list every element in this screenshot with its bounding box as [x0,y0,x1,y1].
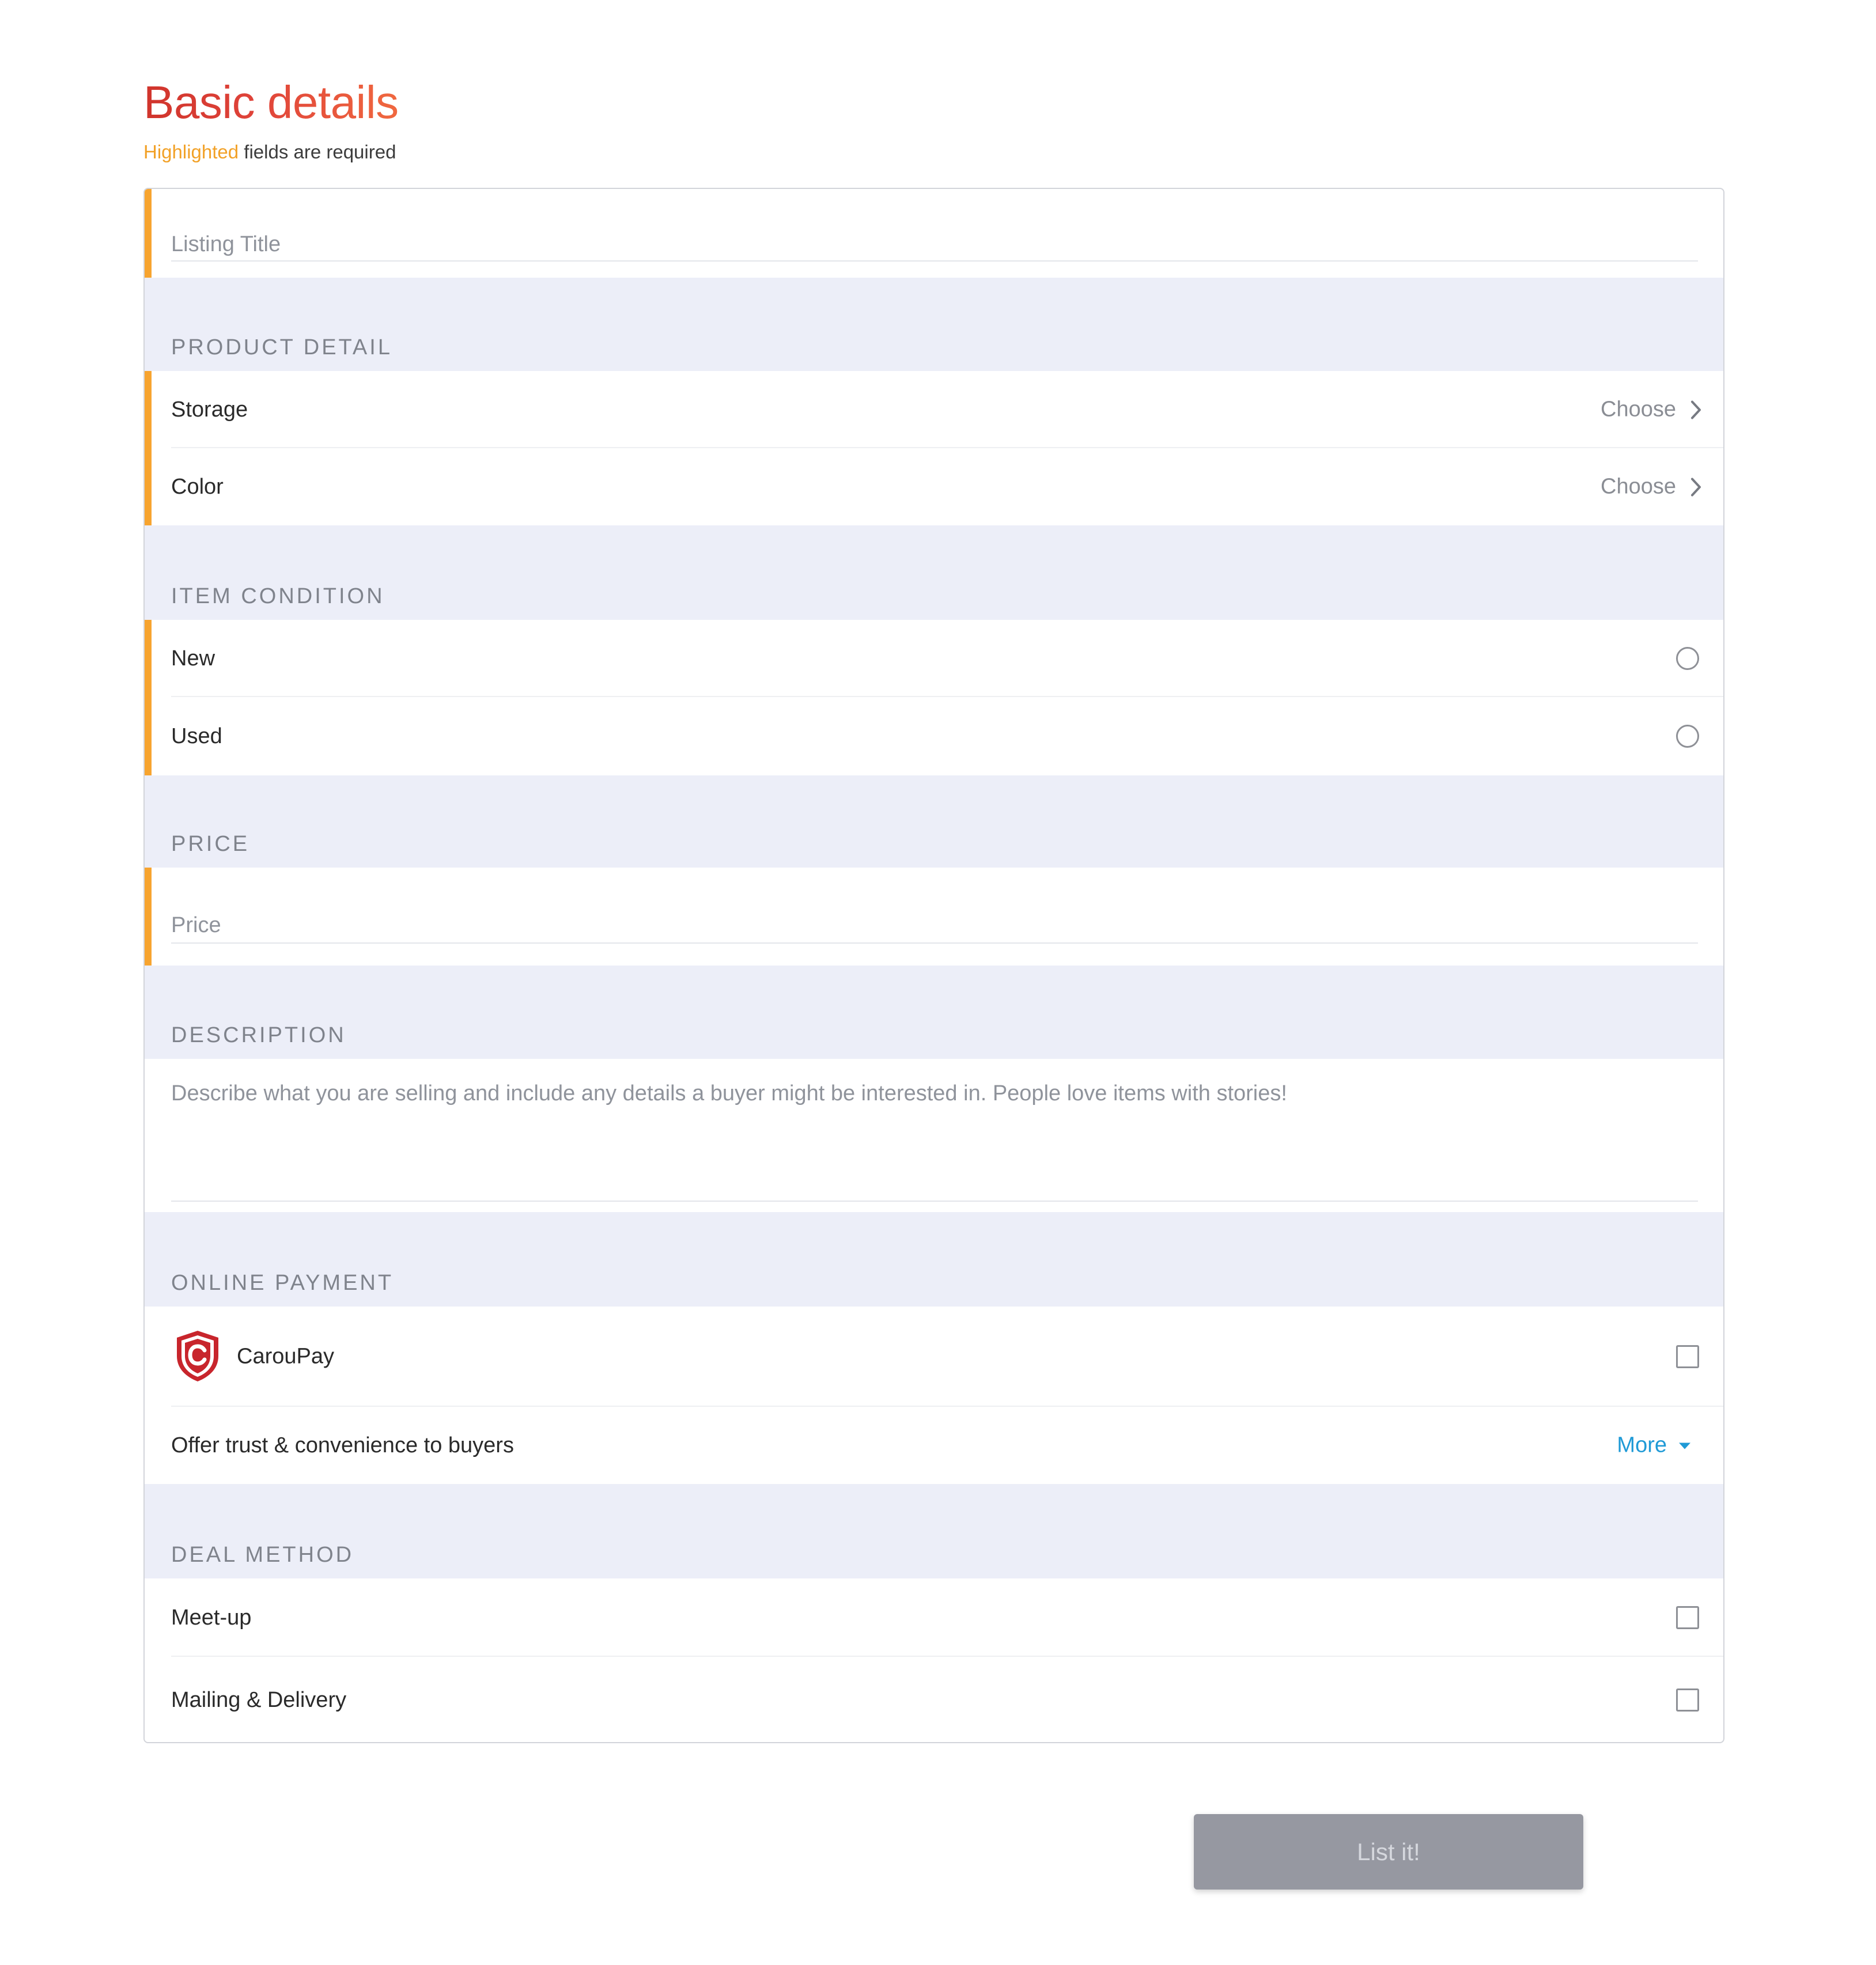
description-row [145,1059,1723,1212]
required-hint-text: fields are required [239,141,396,162]
description-section-header [145,966,1723,1059]
deal-method-section-header [145,1484,1723,1578]
condition-used-label: Used [171,724,222,748]
page-title: Basic details [143,70,399,135]
condition-used-row[interactable] [145,697,1723,775]
condition-new-row[interactable] [145,620,1723,697]
section-label-item-condition: ITEM CONDITION [171,584,385,608]
caroupay-row[interactable] [145,1307,1723,1407]
color-choose-label: Choose [1601,474,1676,499]
mailing-delivery-label: Mailing & Delivery [171,1688,347,1712]
meetup-checkbox[interactable] [1676,1606,1699,1629]
mailing-delivery-row[interactable] [145,1657,1723,1743]
caroupay-info-text: Offer trust & convenience to buyers [171,1433,514,1457]
required-hint-highlight: Highlighted [143,141,239,162]
condition-new-label: New [171,646,215,671]
listing-title-input[interactable] [171,228,1698,262]
caroupay-info-row [145,1407,1723,1484]
more-label: More [1617,1433,1667,1457]
description-textarea[interactable] [171,1078,1698,1202]
mailing-delivery-checkbox[interactable] [1676,1688,1699,1712]
section-label-description: DESCRIPTION [171,1023,346,1047]
price-section-header [145,775,1723,868]
caroupay-checkbox[interactable] [1676,1345,1699,1368]
list-it-button[interactable]: List it! [1194,1814,1583,1890]
storage-choose[interactable] [1601,397,1703,422]
required-hint [143,138,396,166]
storage-row[interactable] [145,371,1723,448]
chevron-right-icon [1690,476,1703,497]
product-detail-section-header [145,278,1723,371]
chevron-right-icon [1690,399,1703,420]
condition-used-radio[interactable] [1676,725,1699,748]
meetup-row[interactable] [145,1578,1723,1657]
caroupay-label: CarouPay [237,1344,334,1369]
online-payment-section-header [145,1212,1723,1307]
condition-new-radio[interactable] [1676,647,1699,670]
listing-title-row [145,189,1723,278]
price-row [145,868,1723,966]
section-label-deal-method: DEAL METHOD [171,1543,354,1567]
section-label-product-detail: PRODUCT DETAIL [171,335,392,359]
color-label: Color [171,475,224,499]
meetup-label: Meet-up [171,1606,252,1630]
item-condition-section-header [145,525,1723,620]
section-label-price: PRICE [171,832,250,856]
listing-form [143,188,1724,1743]
storage-choose-label: Choose [1601,397,1676,422]
storage-label: Storage [171,397,248,422]
section-label-online-payment: ONLINE PAYMENT [171,1271,394,1295]
more-toggle[interactable] [1617,1433,1691,1458]
caret-down-icon [1678,1441,1691,1449]
color-choose[interactable] [1601,475,1703,499]
caroupay-logo [175,1330,221,1383]
price-input[interactable] [171,908,1698,944]
color-row[interactable] [145,448,1723,525]
